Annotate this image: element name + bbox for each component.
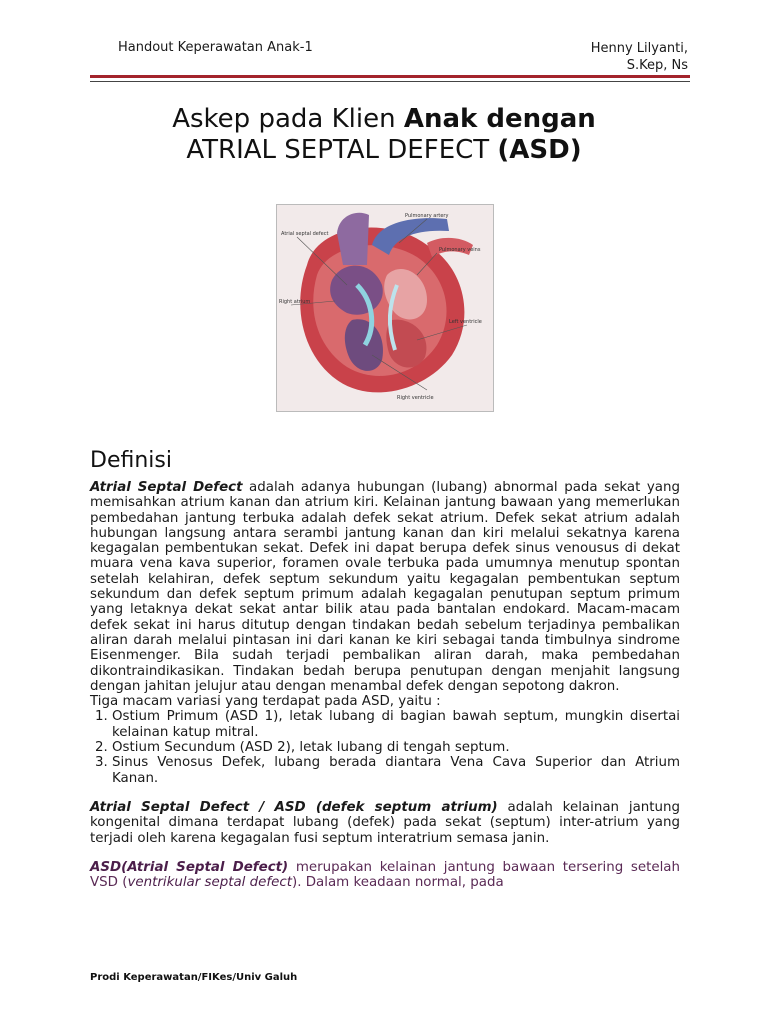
- list-item: 2. Ostium Secundum (ASD 2), letak lubang di tengah septum.: [112, 740, 680, 755]
- paragraph3-text-2: ). Dalam keadaan normal, pada: [291, 875, 504, 891]
- body-text: [90, 480, 680, 890]
- heart-illustration: [277, 205, 493, 411]
- heart-diagram-figure: [276, 204, 494, 412]
- paragraph2-text: adalah kelainan jantung kongenital dimana terdapat lubang (defek) pada sekat (septum) inter-atrium yang terjadi oleh karena kegagalan fusi septum interatrium semasa janin.: [90, 799, 680, 846]
- header-rule-dark: [90, 81, 690, 82]
- definition-text: adalah adanya hubungan (lubang) abnormal pada sekat yang memisahkan atrium kanan dan atrium kiri. Kelainan jantung bawaan yang memerlukan pembedahan jantung terbuka adalah defek sekat atrium. Defek sekat atrium adalah hubungan langsung antara serambi jantung kanan dan kiri melalui sekatnya karena kegagalan pembentukan sekat. Defek ini dapat berupa defek sinus venousus di dekat muara vena kava superior, foramen ovale terbuka pada umumnya menutup spontan setelah kelahiran, defek septum sekundum yaitu kegagalan pembentukan septum sekundum dan defek septum primum adalah kegagalan penutupan septum primum yang letaknya dekat sekat antar bilik atau pada bantalan endokard. Macam-macam defek sekat ini harus ditutup dengan tindakan bedah sebelum terjadinya pembalikan aliran darah melalui pintasan ini dari kanan ke kiri sebagai tanda timbulnya sindrome Eisenmenger. Bila sudah terjadi pembalikan aliran darah, maka pembedahan dikontraindikasikan. Tindakan bedah berupa penutupan dengan menjahit langsung dengan jahitan jelujur atau dengan menambal defek dengan sepotong dakron.: [90, 480, 680, 694]
- title-line2-bold: (ASD): [497, 135, 582, 165]
- title-line1-normal: Askep pada Klien: [172, 104, 404, 134]
- paragraph-asd-frequency: [90, 860, 680, 891]
- header-credentials: S.Kep, Ns: [626, 58, 688, 73]
- paragraph2-lead-term: Atrial Septal Defect / ASD (defek septum atrium): [90, 799, 498, 815]
- paragraph3-italic-term: ventrikular septal defect: [127, 875, 292, 891]
- label-pulmonary-veins: Pulmonary veins: [439, 247, 481, 253]
- header-rule-red: [90, 75, 690, 78]
- list-item: 3. Sinus Venosus Defek, lubang berada diantara Vena Cava Superior dan Atrium Kanan.: [112, 755, 680, 786]
- paragraph-asd-congenital: [90, 800, 680, 846]
- paragraph-definition: [90, 480, 680, 694]
- label-atrial-septal-defect: Atrial septal defect: [281, 231, 329, 237]
- header-right: [591, 40, 688, 74]
- definition-lead-term: Atrial Septal Defect: [90, 480, 243, 495]
- section-title-definisi: Definisi: [90, 448, 172, 473]
- header-left: Handout Keperawatan Anak-1: [118, 40, 313, 55]
- label-pulmonary-artery: Pulmonary artery: [405, 213, 449, 219]
- page-footer: Prodi Keperawatan/FIKes/Univ Galuh: [90, 972, 298, 983]
- label-right-atrium: Right atrium: [279, 299, 311, 305]
- title-line1-bold: Anak dengan: [403, 104, 596, 134]
- label-right-ventricle: Right ventricle: [397, 395, 434, 401]
- page-title: [0, 104, 768, 166]
- list-intro: Tiga macam variasi yang terdapat pada ASD, yaitu :: [90, 694, 441, 710]
- title-line2-normal: ATRIAL SEPTAL DEFECT: [186, 135, 498, 165]
- list-item: 1. Ostium Primum (ASD 1), letak lubang di bagian bawah septum, mungkin disertai kelainan katup mitral.: [112, 709, 680, 740]
- asd-variation-list: [90, 709, 680, 785]
- paragraph3-text-1: merupakan kelainan jantung bawaan tersering setelah VSD (: [90, 859, 680, 891]
- header-author: Henny Lilyanti,: [590, 41, 688, 56]
- paragraph3-lead-term: ASD(Atrial Septal Defect): [90, 859, 289, 875]
- label-left-ventricle: Left ventricle: [449, 319, 482, 325]
